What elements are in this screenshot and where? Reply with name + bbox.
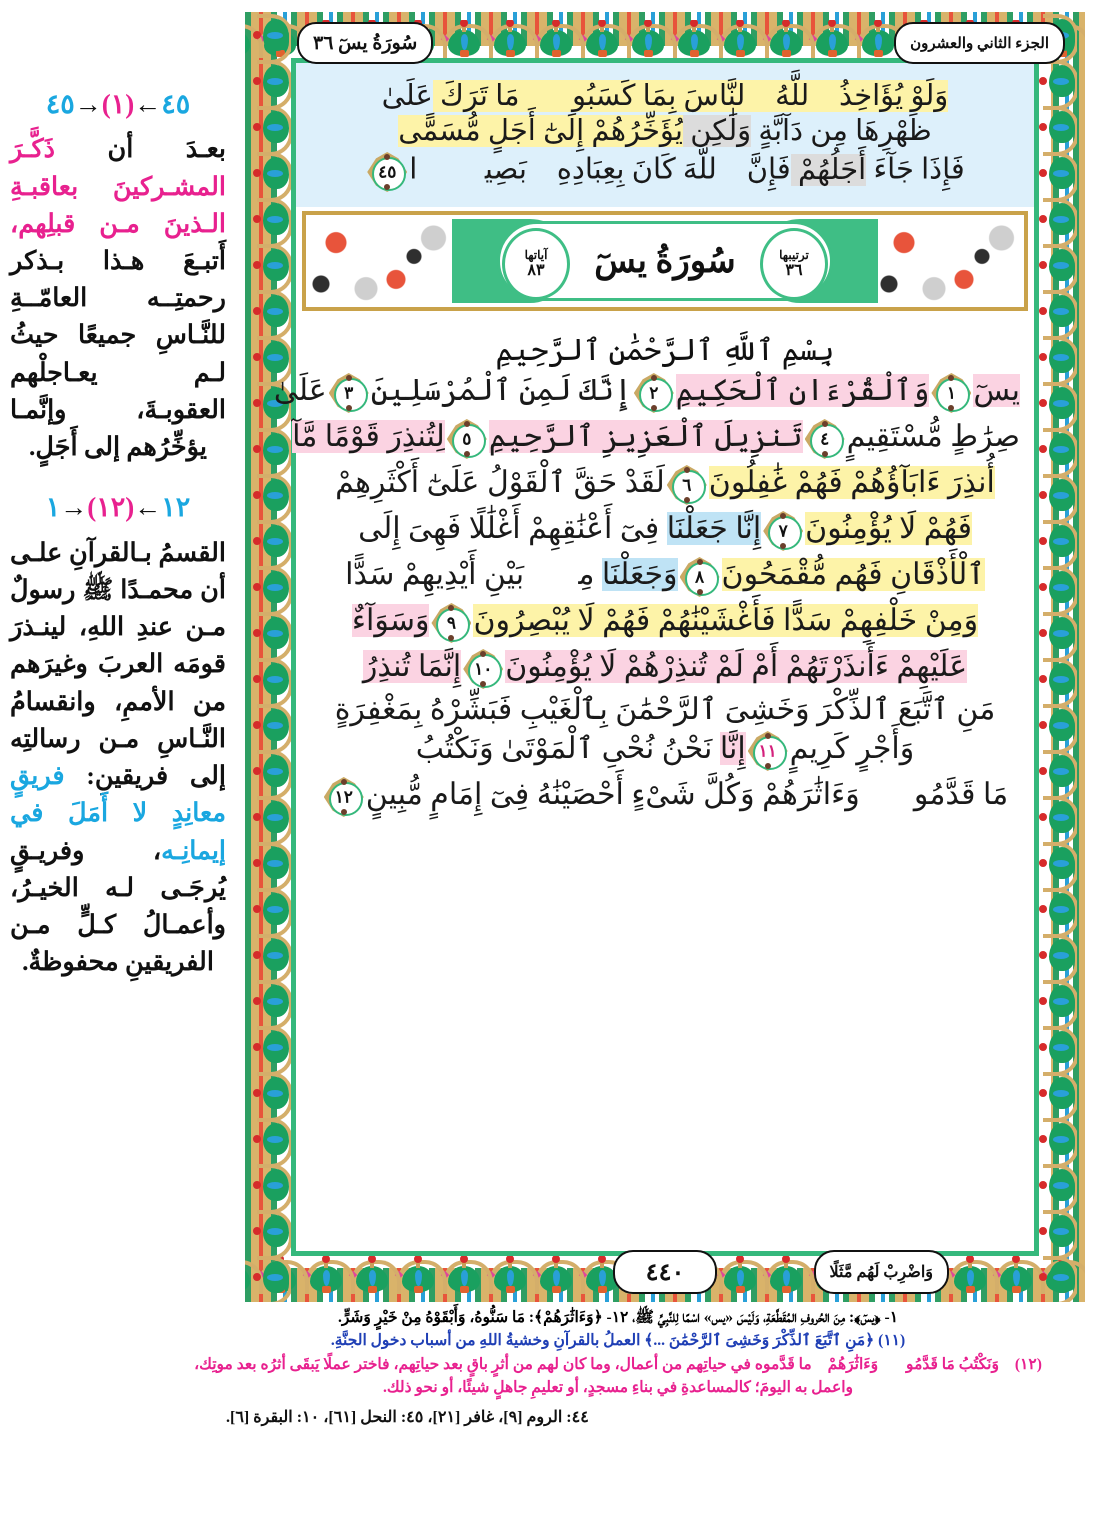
surah-order-value: ٣٦ — [785, 261, 803, 279]
quran-text-line — [302, 114, 1028, 149]
ornament-motif-icon — [253, 1254, 291, 1300]
ornament-motif-icon — [717, 20, 763, 58]
ayah-number-medallion: ٨ — [680, 557, 720, 597]
ornament-motif-icon — [253, 610, 291, 656]
ornament-motif-icon — [253, 426, 291, 472]
quran-text-segment: ظَهْرِهَا مِن دَآبَّةٍ — [751, 115, 932, 147]
ornament-motif-icon — [1039, 58, 1077, 104]
ayah-number-medallion: ٦ — [667, 465, 707, 505]
quran-text-line — [302, 149, 1028, 195]
page-number-label: ٤٤٠ — [645, 1259, 685, 1286]
ornament-motif-icon — [1039, 794, 1077, 840]
ornament-motif-icon — [1039, 1070, 1077, 1116]
surah-order-label: ترتيبها — [779, 247, 809, 262]
quran-text-segment: مَنِ ٱتَّبَعَ ٱلذِّكْرَ وَخَشِىَ ٱلرَّحْمَٰنَ بِٱلْغَيْبِ فَبَشِّرْهُ بِمَغْفِرَةٍ — [334, 693, 996, 726]
sidebar-paragraph-2 — [0, 534, 236, 981]
quran-text-segment: تَنزِيلَ ٱلْعَزِيزِ ٱلرَّحِيمِ — [488, 419, 803, 453]
footnote-1-blue: ١- ﴿يسٓ﴾: مِنَ الحُروفِ المُقَطَّعَةِ، وَلَيْسَ «يس» اسْمًا لِلنَّبِيِّ ﷺ، — [632, 1309, 899, 1326]
ornament-motif-icon — [1039, 564, 1077, 610]
ornament-motif-icon — [809, 20, 855, 58]
ornament-motif-icon — [763, 20, 809, 58]
quran-text-segment: إِنَّا جَعَلْنَا — [666, 511, 762, 545]
ornament-motif-icon — [533, 1256, 579, 1294]
ornament-motif-icon — [253, 472, 291, 518]
ornament-motif-icon — [253, 978, 291, 1024]
catchword-label: وَاضْرِبْ لَهُم مَّثَلًا — [829, 1264, 933, 1281]
range-1-arrow-right: → — [74, 89, 102, 119]
ornament-motif-icon — [947, 1256, 993, 1294]
quran-text-segment: ٱلْأَذْقَانِ فَهُم مُّقْمَحُونَ — [721, 557, 985, 591]
ornament-motif-icon — [253, 1024, 291, 1070]
ayah-number-medallion: ٧ — [763, 511, 803, 551]
ayah-number-medallion: ١١ — [748, 731, 788, 771]
quran-text-segment: فَهُمْ لَا يُؤْمِنُونَ — [805, 511, 972, 545]
sidebar-divider — [0, 465, 236, 491]
ornament-motif-icon — [1039, 1162, 1077, 1208]
quran-text-line — [302, 692, 1028, 728]
quran-text-line — [273, 370, 1028, 416]
footnote-line-4: واعمل به اليومَ؛ كالمساعدةِ في بناءِ مسجدٍ، أو تعليمِ جاهلٍ شيئًا، أو نحو ذلك. — [382, 1378, 854, 1396]
ornament-motif-icon — [253, 1208, 291, 1254]
range-1-right: ٤٥ — [45, 89, 75, 119]
quran-text-line — [302, 728, 1028, 774]
banner-arabesque-left-icon — [306, 215, 456, 307]
juz-tag — [894, 22, 1065, 64]
surah-name-tag-label: سُورَةُ يسٓ ٣٦ — [313, 32, 418, 54]
ayah-count-badge — [502, 228, 570, 300]
quran-text-segment: مَا تَرَكَ — [432, 80, 520, 112]
ornament-motif-icon — [253, 1162, 291, 1208]
verse-range-2 — [0, 491, 236, 523]
ornament-motif-icon — [253, 288, 291, 334]
sidebar-explanations — [0, 88, 236, 980]
ornament-motif-icon — [253, 1116, 291, 1162]
sidebar-p1-part-2: ذَكَّـرَ المشـركينَ بعاقبـةِ الـذينَ مـن قبلِهم، — [10, 134, 226, 238]
ornament-motif-icon — [1039, 1254, 1077, 1300]
surah-title-text: سُورَةُ يسٓ — [594, 243, 736, 280]
quran-text-line — [302, 462, 1028, 508]
range-2-mid: (١٢) — [87, 492, 135, 523]
ayah-number-medallion: ١٢ — [324, 777, 364, 817]
quran-text-segment: يسٓ — [973, 373, 1020, 407]
quran-text-segment: وَأَجْرٍ كَرِيمٍ — [789, 731, 915, 765]
surah-title-banner — [302, 211, 1028, 311]
ornament-motif-icon — [253, 242, 291, 288]
ayah-number-medallion: ٤٥ — [367, 152, 407, 192]
ayah-number-medallion: ١ — [931, 373, 971, 413]
range-1-mid: (١) — [101, 89, 135, 119]
ornament-motif-icon — [1039, 472, 1077, 518]
range-1-left: ٤٥ — [161, 89, 191, 119]
quran-text-segment: وَلَٰكِن — [682, 115, 752, 147]
quran-text-line — [302, 646, 1028, 692]
ornament-motif-icon — [253, 840, 291, 886]
surah-name-tag — [297, 22, 433, 64]
quran-text-segment: وَجَعَلْنَا — [601, 557, 678, 591]
ornament-motif-icon — [1039, 150, 1077, 196]
ayah-number-medallion: ٢ — [634, 373, 674, 413]
ornament-motif-icon — [253, 12, 291, 58]
quran-text-line — [302, 774, 1028, 820]
ayah-number-medallion: ٤ — [805, 419, 845, 459]
ornament-motif-icon — [253, 150, 291, 196]
quran-text-line — [302, 79, 1028, 114]
ornament-motif-icon — [1039, 1024, 1077, 1070]
ornament-motif-icon — [1039, 886, 1077, 932]
quran-text-segment: إِنَّمَا تُنذِرُ — [362, 649, 462, 683]
quran-text-segment: أُنذِرَ ءَابَآؤُهُمْ فَهُمْ غَٰفِلُونَ — [708, 465, 995, 499]
ornament-motif-icon — [253, 794, 291, 840]
mushaf-frame — [245, 12, 1085, 1302]
quran-text-line — [302, 554, 1028, 600]
ayah-count-value: ٨٣ — [527, 261, 545, 279]
juz-tag-label: الجزء الثاني والعشرون — [910, 35, 1049, 52]
quran-text-segment: عَلَىٰ — [273, 373, 327, 407]
ornament-motif-icon — [253, 1300, 291, 1302]
quran-text-segment: عَلَيْهِمْ ءَأَنذَرْتَهُمْ أَمْ لَمْ تُنذِرْهُمْ لَا يُؤْمِنُونَ — [505, 649, 968, 683]
ornament-motif-icon — [253, 518, 291, 564]
ornament-motif-icon — [1039, 1300, 1077, 1302]
ornament-motif-icon — [1039, 288, 1077, 334]
sidebar-p1-part-1: بعـدَ أن — [55, 134, 226, 164]
footnote-line-3: (١٢) ﴿وَنَكْتُبُ مَا قَدَّمُوا۟ وَءَاثَٰرَهُمْ﴾ ما قَدَّموه في حياتِهم من أعمال، وما كان لهم من أثرٍ باقٍ بعد حياتِهم، فاختر عملًا يَبقَى أثرُه بعد موتِك، — [194, 1355, 1042, 1373]
quran-text-line — [302, 600, 1028, 646]
range-1-arrow-left: ← — [134, 89, 162, 119]
text-green-frame — [273, 58, 1039, 1256]
ornament-motif-icon — [253, 196, 291, 242]
quran-text-segment: فَإِذَا جَآءَ — [866, 153, 965, 186]
ornament-motif-icon — [1039, 610, 1077, 656]
ornament-motif-icon — [487, 1256, 533, 1294]
ornament-motif-icon — [441, 20, 487, 58]
ornament-motif-icon — [1039, 518, 1077, 564]
quran-text-segment: أَجَلُهُمْ — [790, 153, 867, 186]
ayah-count-label: آياتها — [524, 247, 548, 262]
quran-text-segment: مَا قَدَّمُوا۟ وَءَاثَٰرَهُمْ وَكُلَّ شَىْءٍ أَحْصَيْنَٰهُ فِىٓ إِمَامٍ مُّبِينٍ — [365, 777, 1009, 811]
ornament-motif-icon — [253, 656, 291, 702]
footnotes-block — [170, 1306, 1066, 1427]
footnote-1-pink: ١٢- ﴿وَءَاثَٰرَهُمْ﴾: مَا سَنُّوهُ، وَأَبْقَوْهُ مِنْ خَيْرٍ وَشَرٍّ. — [337, 1309, 629, 1326]
ornament-motif-icon — [253, 748, 291, 794]
surah-yasin-body — [273, 315, 1034, 830]
quran-text-segment: يُؤَخِّرُهُمْ إِلَىٰٓ أَجَلٍ مُّسَمًّى — [398, 115, 683, 147]
banner-arabesque-right-icon — [874, 215, 1024, 307]
quran-text-segment: عَلَىٰ — [381, 80, 433, 112]
ornament-motif-icon — [395, 1256, 441, 1294]
ornament-motif-icon — [1039, 1116, 1077, 1162]
ornament-motif-icon — [1039, 932, 1077, 978]
ornament-motif-icon — [1039, 656, 1077, 702]
range-2-arrow-right: → — [60, 492, 88, 523]
range-2-right: ١ — [45, 492, 61, 523]
sidebar-p1-part-3: أَتبـعَ هـذا بـذكر رحمتِــه العامّــةِ للنَّـاسِ جميعًا حيثُ لـم يعـاجلْهم العقوبـةَ، وإنَّمـا يؤخِّرُهم إلى أَجَلٍ. — [10, 246, 226, 462]
sidebar-paragraph-1 — [0, 130, 236, 465]
ornament-motif-icon — [625, 20, 671, 58]
quran-text-segment: نَحْنُ نُحْىِ ٱلْمَوْتَىٰ وَنَكْتُبُ — [415, 731, 720, 765]
ornament-motif-icon — [253, 1070, 291, 1116]
ornament-motif-icon — [1039, 840, 1077, 886]
ornament-motif-icon — [1039, 380, 1077, 426]
footnote-references: ٤٤: الروم [٩]، غافر [٢١]، ٤٥: النحل [٦١]، ١٠: البقرة [٦]. — [226, 1409, 589, 1426]
text-panel — [273, 63, 1034, 1251]
ornament-motif-icon — [303, 1256, 349, 1294]
ornament-motif-icon — [253, 564, 291, 610]
ornament-motif-icon — [487, 20, 533, 58]
ornament-motif-icon — [441, 1256, 487, 1294]
footnote-line-1 — [170, 1306, 1066, 1329]
ayah-number-medallion: ٣ — [329, 373, 369, 413]
sidebar-p2-part-3: ، وفريـقٍ يُرجَـى لـه الخيـرُ، وأعمـالُ كـلٍّ مـن الفريقينِ محفوظةٌ. — [10, 835, 226, 977]
quran-text-segment: وَسَوَآءٌ — [351, 603, 430, 637]
ornament-motif-icon — [253, 886, 291, 932]
ornament-motif-icon — [993, 1256, 1039, 1294]
quran-text-segment: وَلَوْ يُؤَاخِذُ ٱللَّهُ ٱلنَّاسَ بِمَا كَسَبُوا۟ — [519, 80, 949, 112]
ornament-strip-left — [253, 12, 291, 1302]
ornament-motif-icon — [1039, 426, 1077, 472]
quran-text-segment: لَقَدْ حَقَّ ٱلْقَوْلُ عَلَىٰٓ أَكْثَرِهِمْ — [335, 465, 665, 499]
quran-text-segment: صِرَٰطٍ مُّسْتَقِيمٍ — [846, 419, 1020, 453]
catchword-tag — [814, 1250, 950, 1294]
ayah-number-medallion: ١٠ — [463, 649, 503, 689]
ornament-motif-icon — [717, 1256, 763, 1294]
quran-text-segment: مِنۢ بَيْنِ أَيْدِيهِمْ سَدًّا — [345, 557, 602, 591]
ornament-strip-right — [1039, 12, 1077, 1302]
quran-text-segment: وَمِنْ خَلْفِهِمْ سَدًّا فَأَغْشَيْنَٰهُمْ فَهُمْ لَا يُبْصِرُونَ — [473, 603, 979, 637]
ornament-motif-icon — [253, 932, 291, 978]
ornament-motif-icon — [1039, 334, 1077, 380]
sidebar-p2-part-1: القسمُ بـالقرآنِ علـى أن محمـدًا ﷺ رسولٌ مـن عندِ اللهِ، لينـذرَ قومَه العربَ وغيرَهم من الأممِ، وانقسامُ النَّـاسِ مـن رسالتِه إلى فريقينِ: — [10, 537, 226, 791]
ornament-motif-icon — [1039, 702, 1077, 748]
ornament-motif-icon — [533, 20, 579, 58]
ayah-number-medallion: ٥ — [447, 419, 487, 459]
ornament-motif-icon — [671, 20, 717, 58]
verse-range-1 — [0, 88, 236, 120]
range-2-left: ١٢ — [161, 492, 191, 523]
range-2-arrow-left: ← — [134, 492, 162, 523]
ornament-motif-icon — [1039, 196, 1077, 242]
surah-order-badge — [760, 228, 828, 300]
basmala-text: بِسْمِ ٱللَّهِ ٱلرَّحْمَٰنِ ٱلرَّحِيمِ — [495, 334, 835, 367]
quran-text-segment: لِتُنذِرَ قَوْمًا مَّآ — [292, 419, 445, 453]
footnote-line-2: (١١) ﴿مَنِ ٱتَّبَعَ ٱلذِّكْرَ وَخَشِىَ ٱلرَّحْمَٰنَ ...﴾ العملُ بالقرآنِ وخشيةُ اللهِ من أسباب دخول الجنَّةِ. — [330, 1332, 906, 1350]
ayah-number-medallion: ٩ — [431, 603, 471, 643]
quran-text-segment: إِنَّكَ لَمِنَ ٱلْمُرْسَلِينَ — [370, 373, 632, 407]
ornament-motif-icon — [1039, 748, 1077, 794]
ornament-motif-icon — [253, 58, 291, 104]
quran-text-segment: فَإِنَّ ٱللَّهَ كَانَ بِعِبَادِهِۦ بَصِيرًۢا — [409, 153, 791, 186]
sidebar-p2-part-2: فريقٍ معانِدٍ لا أَمَلَ في إيمانِـه — [10, 761, 226, 865]
quran-text-segment: فِىٓ أَعْنَٰقِهِمْ أَغْلَٰلًا فَهِىَ إِلَى — [358, 511, 667, 545]
ornament-motif-icon — [763, 1256, 809, 1294]
page-number-tag — [613, 1250, 717, 1294]
quran-text-line — [292, 416, 1028, 462]
ornament-motif-icon — [1039, 1208, 1077, 1254]
quran-text-segment: وَٱلْقُرْءَانِ ٱلْحَكِيمِ — [675, 373, 930, 407]
surah-fatir-closing-verses — [296, 63, 1034, 207]
quran-text-line — [302, 508, 1028, 554]
surah-yasin-verse-lines — [273, 370, 1028, 820]
ornament-motif-icon — [253, 702, 291, 748]
ornament-motif-icon — [579, 20, 625, 58]
ornament-motif-icon — [349, 1256, 395, 1294]
quran-text-segment: إِنَّا — [719, 731, 746, 765]
ornament-motif-icon — [1039, 978, 1077, 1024]
ornament-motif-icon — [1039, 104, 1077, 150]
ornament-motif-icon — [253, 104, 291, 150]
ornament-motif-icon — [1039, 242, 1077, 288]
